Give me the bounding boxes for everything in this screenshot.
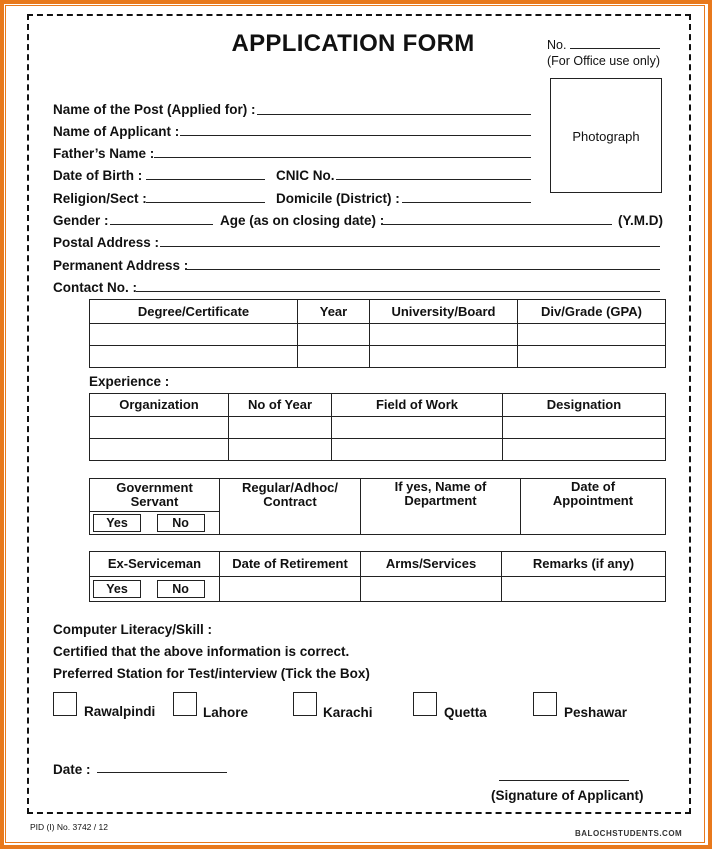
experience-header-organization: Organization [90, 394, 229, 417]
checkbox-peshawar[interactable] [533, 692, 557, 716]
experience-table [89, 393, 666, 461]
postal-label: Postal Address : [53, 235, 160, 250]
religion-label: Religion/Sect : [53, 191, 147, 206]
department-header-line1: If yes, Name of [394, 479, 487, 494]
experience-cell[interactable] [229, 439, 332, 461]
education-cell[interactable] [90, 346, 298, 368]
post-field[interactable] [257, 114, 531, 115]
checkbox-lahore[interactable] [173, 692, 197, 716]
contact-label: Contact No. : [53, 280, 137, 295]
remarks-header: Remarks (if any) [502, 552, 666, 577]
government-header-row [90, 479, 666, 512]
govt-servant-header [90, 479, 220, 512]
experience-header-years: No of Year [229, 394, 332, 417]
experience-label: Experience : [89, 374, 170, 389]
education-cell[interactable] [518, 324, 666, 346]
education-header-university: University/Board [370, 300, 518, 324]
experience-header-field: Field of Work [332, 394, 503, 417]
photograph-box[interactable] [550, 78, 662, 193]
department-header-line2: Department [404, 493, 477, 508]
applicant-label: Name of Applicant : [53, 124, 180, 139]
certified-statement: Certified that the above information is correct. [53, 644, 350, 659]
education-header-year: Year [298, 300, 370, 324]
table-row [90, 324, 666, 346]
signature-label: (Signature of Applicant) [491, 788, 644, 803]
religion-field[interactable] [146, 202, 265, 203]
education-cell[interactable] [370, 346, 518, 368]
govt-yesno-cell [90, 512, 220, 535]
education-cell[interactable] [298, 346, 370, 368]
date-field[interactable] [97, 772, 227, 773]
station-rawalpindi: Rawalpindi [84, 704, 156, 719]
watermark-text: BALOCHSTUDENTS.COM [575, 829, 683, 838]
government-servant-table [89, 478, 666, 535]
father-label: Father’s Name : [53, 146, 155, 161]
arms-services-cell[interactable] [361, 577, 502, 602]
experience-cell[interactable] [332, 439, 503, 461]
govt-no-option[interactable]: No [157, 514, 205, 532]
department-header [361, 479, 521, 535]
experience-cell[interactable] [90, 417, 229, 439]
date-label: Date : [53, 762, 91, 777]
table-row [90, 346, 666, 368]
ex-serviceman-table [89, 551, 666, 602]
station-karachi: Karachi [323, 705, 373, 720]
appointment-header-line1: Date of [570, 479, 616, 494]
experience-header-row [90, 394, 666, 417]
signature-line[interactable] [499, 780, 629, 781]
education-cell[interactable] [370, 324, 518, 346]
regular-adhoc-header [220, 479, 361, 535]
preferred-station-label: Preferred Station for Test/interview (Tick the Box) [53, 666, 370, 681]
postal-field[interactable] [160, 246, 660, 247]
age-label: Age (as on closing date) : [220, 213, 385, 228]
govt-yes-option[interactable]: Yes [93, 514, 141, 532]
checkbox-karachi[interactable] [293, 692, 317, 716]
checkbox-rawalpindi[interactable] [53, 692, 77, 716]
domicile-label: Domicile (District) : [276, 191, 400, 206]
ex-yesno-cell [90, 577, 220, 602]
gender-label: Gender : [53, 213, 109, 228]
education-header-row [90, 300, 666, 324]
domicile-field[interactable] [402, 202, 531, 203]
photograph-label: Photograph [572, 129, 640, 144]
office-no-line[interactable] [570, 48, 660, 49]
computer-literacy-label: Computer Literacy/Skill : [53, 622, 213, 637]
regular-adhoc-header-line2: Contract [263, 494, 317, 509]
ex-serviceman-value-row [90, 577, 666, 602]
education-header-degree: Degree/Certificate [90, 300, 298, 324]
form-code: PID (I) No. 3742 / 12 [30, 822, 108, 832]
experience-header-designation: Designation [503, 394, 666, 417]
applicant-field[interactable] [180, 135, 531, 136]
ex-serviceman-header-row [90, 552, 666, 577]
govt-servant-header-line2: Servant [130, 494, 179, 509]
education-header-grade: Div/Grade (GPA) [518, 300, 666, 324]
permanent-label: Permanent Address : [53, 258, 189, 273]
ex-serviceman-header: Ex-Serviceman [90, 552, 220, 577]
ex-yes-option[interactable]: Yes [93, 580, 141, 598]
experience-cell[interactable] [332, 417, 503, 439]
table-row [90, 439, 666, 461]
appointment-header-line2: Appointment [552, 493, 634, 508]
post-label: Name of the Post (Applied for) : [53, 102, 256, 117]
office-use-label: (For Office use only) [547, 54, 661, 68]
office-no-label: No. [547, 38, 567, 52]
cnic-label: CNIC No. [276, 168, 335, 183]
checkbox-quetta[interactable] [413, 692, 437, 716]
dob-field[interactable] [146, 179, 265, 180]
table-row [90, 417, 666, 439]
station-peshawar: Peshawar [564, 705, 628, 720]
retirement-header: Date of Retirement [220, 552, 361, 577]
regular-adhoc-header-line1: Regular/Adhoc/ [241, 480, 339, 495]
education-cell[interactable] [518, 346, 666, 368]
age-unit-label: (Y.M.D) [618, 213, 663, 228]
ex-no-option[interactable]: No [157, 580, 205, 598]
education-cell[interactable] [298, 324, 370, 346]
experience-cell[interactable] [229, 417, 332, 439]
education-cell[interactable] [90, 324, 298, 346]
permanent-field[interactable] [187, 269, 660, 270]
remarks-cell[interactable] [502, 577, 666, 602]
experience-cell[interactable] [503, 439, 666, 461]
govt-servant-header-line1: Government [116, 480, 193, 495]
dob-label: Date of Birth : [53, 168, 143, 183]
age-field[interactable] [381, 224, 612, 225]
education-table [89, 299, 666, 368]
station-quetta: Quetta [444, 705, 487, 720]
arms-services-header: Arms/Services [361, 552, 502, 577]
experience-cell[interactable] [90, 439, 229, 461]
experience-cell[interactable] [503, 417, 666, 439]
cnic-field[interactable] [336, 179, 531, 180]
station-lahore: Lahore [203, 705, 249, 720]
retirement-cell[interactable] [220, 577, 361, 602]
form-title: APPLICATION FORM [231, 30, 475, 57]
appointment-header [521, 479, 666, 535]
gender-field[interactable] [110, 224, 213, 225]
contact-field[interactable] [136, 291, 660, 292]
father-field[interactable] [154, 157, 531, 158]
